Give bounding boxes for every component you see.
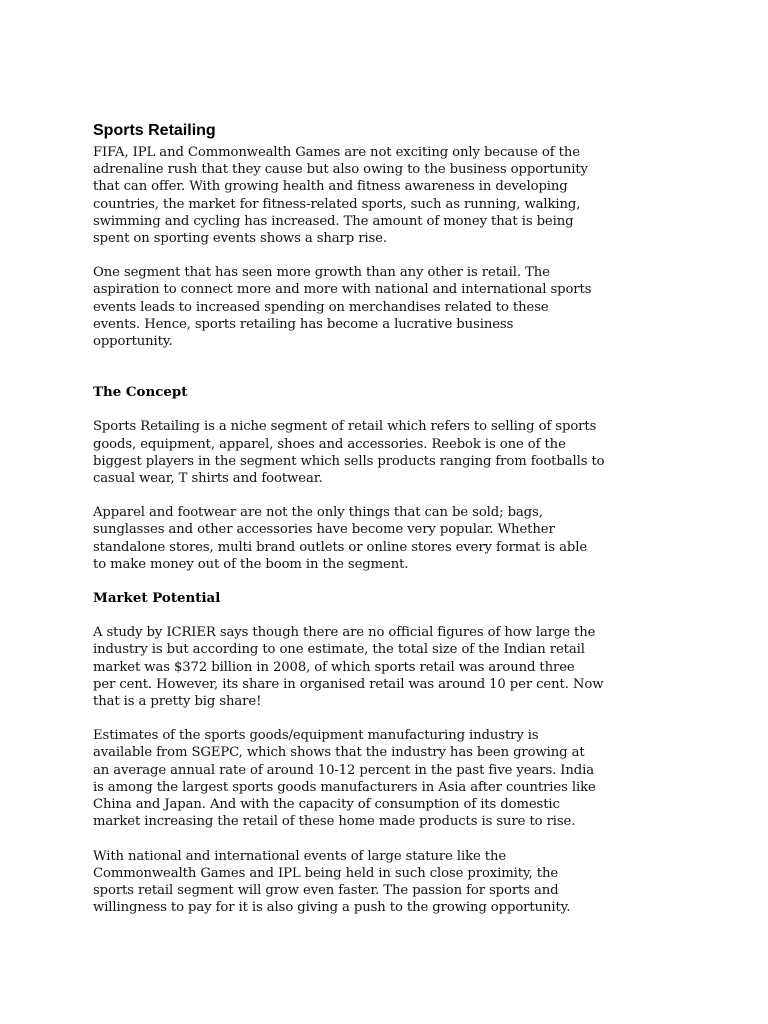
intro-paragraph-2 xyxy=(93,264,693,350)
text-line: Commonwealth Games and IPL being held in such close proximity, the xyxy=(93,865,559,881)
text-line: is among the largest sports goods manufacturers in Asia after countries like xyxy=(93,779,596,795)
text-line: goods, equipment, apparel, shoes and accessories. Reebok is one of the xyxy=(93,436,566,452)
text-line: Apparel and footwear are not the only things that can be sold; bags, xyxy=(93,505,543,521)
text-line: available from SGEPC, which shows that the industry has been growing at xyxy=(93,745,585,761)
market-paragraph-1 xyxy=(93,624,693,710)
text-line: Estimates of the sports goods/equipment manufacturing industry is xyxy=(93,728,539,744)
text-line: casual wear, T shirts and footwear. xyxy=(93,471,323,487)
text-line: A study by ICRIER says though there are no official figures of how large the xyxy=(93,625,596,641)
text-line: spent on sporting events shows a sharp rise. xyxy=(93,231,387,247)
text-line: that is a pretty big share! xyxy=(93,694,262,710)
text-line: Sports Retailing is a niche segment of retail which refers to selling of sports xyxy=(93,419,597,435)
text-line: sunglasses and other accessories have become very popular. Whether xyxy=(93,522,555,538)
text-line: events. Hence, sports retailing has become a lucrative business xyxy=(93,316,514,332)
text-line: sports retail segment will grow even faster. The passion for sports and xyxy=(93,882,559,898)
concept-paragraph-1 xyxy=(93,418,693,487)
text-line: biggest players in the segment which sells products ranging from footballs to xyxy=(93,453,605,469)
text-line: aspiration to connect more and more with national and international sports xyxy=(93,282,592,298)
text-line: One segment that has seen more growth than any other is retail. The xyxy=(93,265,550,281)
intro-paragraph-1 xyxy=(93,144,693,247)
text-line: opportunity. xyxy=(93,334,173,350)
market-paragraph-3 xyxy=(93,848,693,917)
text-line: to make money out of the boom in the segment. xyxy=(93,556,409,572)
text-line: willingness to pay for it is also giving a push to the growing opportunity. xyxy=(93,900,571,916)
text-line: adrenaline rush that they cause but also owing to the business opportunity xyxy=(93,162,588,178)
market-paragraph-2 xyxy=(93,727,693,830)
concept-heading: The Concept xyxy=(93,384,188,401)
text-line: per cent. However, its share in organised retail was around 10 per cent. Now xyxy=(93,676,604,692)
text-line: an average annual rate of around 10-12 percent in the past five years. India xyxy=(93,762,595,778)
text-line: With national and international events of large stature like the xyxy=(93,848,507,864)
text-line: industry is but according to one estimate, the total size of the Indian retail xyxy=(93,642,585,658)
document-page xyxy=(93,120,693,933)
text-line: that can offer. With growing health and fitness awareness in developing xyxy=(93,179,568,195)
document-title: Sports Retailing xyxy=(93,122,216,139)
text-line: market was $372 billion in 2008, of which sports retail was around three xyxy=(93,659,575,675)
text-line: standalone stores, multi brand outlets or online stores every format is able xyxy=(93,539,588,555)
text-line: events leads to increased spending on merchandises related to these xyxy=(93,299,549,315)
market-heading: Market Potential xyxy=(93,590,221,607)
text-line: swimming and cycling has increased. The amount of money that is being xyxy=(93,213,574,229)
text-line: countries, the market for fitness-related sports, such as running, walking, xyxy=(93,196,581,212)
concept-paragraph-2 xyxy=(93,504,693,573)
text-line: China and Japan. And with the capacity of consumption of its domestic xyxy=(93,797,560,813)
text-line: market increasing the retail of these home made products is sure to rise. xyxy=(93,814,576,830)
text-line: FIFA, IPL and Commonwealth Games are not exciting only because of the xyxy=(93,145,580,160)
